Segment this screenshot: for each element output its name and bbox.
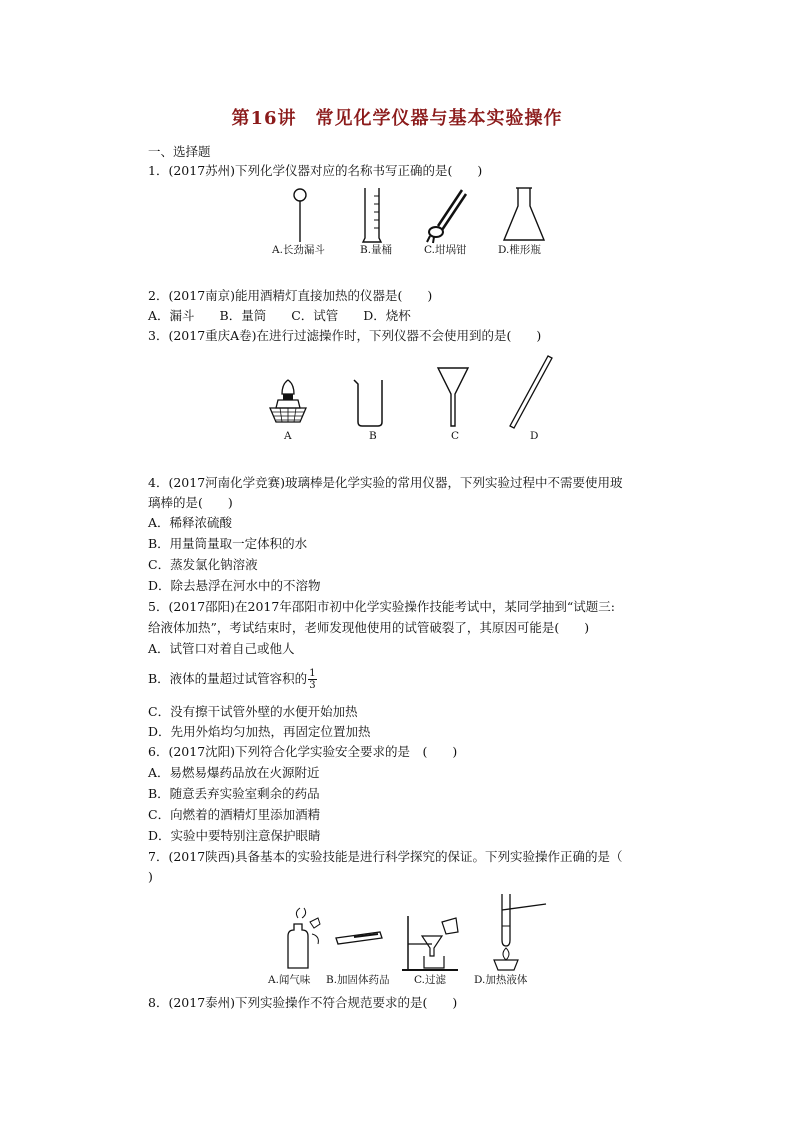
one-third-fraction bbox=[308, 668, 316, 691]
q7-caption-d: D.加热液体 bbox=[474, 974, 528, 986]
graduated-cylinder-figure bbox=[358, 186, 386, 244]
fraction-numerator: 1 bbox=[309, 668, 316, 679]
q1-caption-d: D.椎形瓶 bbox=[498, 244, 541, 256]
question-5-option-d: D．先用外焰均匀加热，再固定位置加热 bbox=[148, 724, 371, 739]
question-6-option-b: B．随意丢弃实验室剩余的药品 bbox=[148, 786, 320, 801]
crucible-tongs-figure bbox=[424, 186, 468, 244]
question-5-stem-line1: 5．(2017邵阳)在2017年邵阳市初中化学实验操作技能考试中，某同学抽到“试题三: bbox=[148, 599, 615, 614]
q3-caption-d: D bbox=[530, 430, 539, 442]
question-4-stem-line1: 4．(2017河南化学竞赛)玻璃棒是化学实验的常用仪器，下列实验过程中不需要使用玻 bbox=[148, 475, 623, 490]
page-title: 第16讲 常见化学仪器与基本实验操作 bbox=[231, 108, 563, 129]
question-8-stem: 8．(2017泰州)下列实验操作不符合规范要求的是( ) bbox=[148, 995, 458, 1010]
question-6-stem: 6．(2017沈阳)下列符合化学实验安全要求的是 ( ) bbox=[148, 744, 458, 759]
smelling-gas-figure bbox=[280, 906, 324, 972]
q1-caption-c: C.坩埚钳 bbox=[424, 244, 467, 256]
section-heading: 一、选择题 bbox=[148, 144, 211, 159]
question-3-stem: 3．(2017重庆A卷)在进行过滤操作时，下列仪器不会使用到的是( ) bbox=[148, 328, 542, 343]
adding-solid-reagent-figure bbox=[334, 928, 386, 952]
question-5-option-b-text: B．液体的量超过试管容积的 bbox=[148, 671, 308, 686]
question-2-stem: 2．(2017南京)能用酒精灯直接加热的仪器是( ) bbox=[148, 288, 433, 303]
alcohol-lamp-on-tripod-figure bbox=[266, 378, 310, 428]
q3-caption-c: C bbox=[451, 430, 460, 442]
question-7-stem-line2: ) bbox=[148, 869, 153, 884]
question-6-option-c: C．向燃着的酒精灯里添加酒精 bbox=[148, 807, 321, 822]
question-4-option-d: D．除去悬浮在河水中的不溶物 bbox=[148, 578, 321, 593]
q1-caption-a: A.长劲漏斗 bbox=[272, 244, 325, 256]
conical-flask-figure bbox=[500, 186, 548, 244]
funnel-figure bbox=[436, 366, 470, 428]
question-1-stem: 1．(2017苏州)下列化学仪器对应的名称书写正确的是( ) bbox=[148, 163, 483, 178]
question-5-stem-line2: 给液体加热”，考试结束时，老师发现他使用的试管破裂了，其原因可能是( ) bbox=[148, 620, 590, 635]
q7-caption-b: B.加固体药品 bbox=[326, 974, 390, 986]
question-7-stem-line1: 7．(2017陕西)具备基本的实验技能是进行科学探究的保证。下列实验操作正确的是（ bbox=[148, 849, 623, 864]
question-4-option-a: A．稀释浓硫酸 bbox=[148, 515, 233, 530]
q3-caption-a: A bbox=[284, 430, 292, 442]
question-6-option-d: D．实验中要特别注意保护眼睛 bbox=[148, 828, 321, 843]
filtration-setup-figure bbox=[398, 912, 462, 974]
question-4-option-c: C．蒸发氯化钠溶液 bbox=[148, 557, 258, 572]
heating-liquid-figure bbox=[486, 890, 548, 974]
question-5-option-c: C．没有擦干试管外壁的水便开始加热 bbox=[148, 704, 358, 719]
glass-rod-figure bbox=[508, 354, 554, 430]
long-neck-funnel-figure bbox=[288, 186, 312, 244]
q1-caption-b: B.量桶 bbox=[360, 244, 393, 256]
q7-caption-c: C.过滤 bbox=[414, 974, 446, 986]
question-6-option-a: A．易燃易爆药品放在火源附近 bbox=[148, 765, 320, 780]
question-4-stem-line2: 璃棒的是( ) bbox=[148, 495, 233, 510]
q7-caption-a: A.闻气味 bbox=[268, 974, 311, 986]
question-5-option-b bbox=[148, 668, 317, 691]
question-2-options: A．漏斗 B．量筒 C．试管 D．烧杯 bbox=[148, 308, 411, 323]
question-5-option-a: A．试管口对着自己或他人 bbox=[148, 641, 295, 656]
beaker-figure bbox=[350, 376, 386, 428]
fraction-denominator: 3 bbox=[309, 680, 316, 691]
q3-caption-b: B bbox=[369, 430, 377, 442]
question-4-option-b: B．用量筒量取一定体积的水 bbox=[148, 536, 308, 551]
